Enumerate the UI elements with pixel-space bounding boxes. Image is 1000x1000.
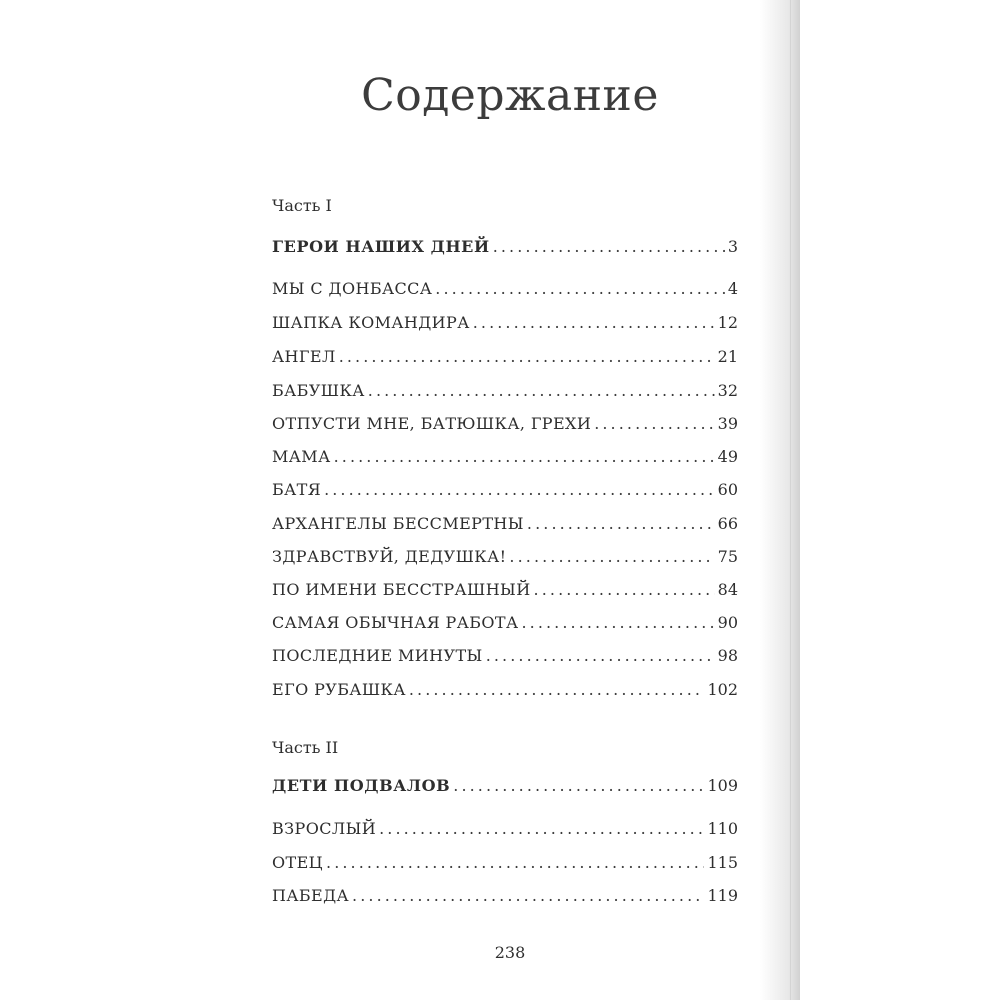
toc-entry [272,646,738,665]
toc-entry-title: ОТПУСТИ МНЕ, БАТЮШКА, ГРЕХИ [272,414,592,433]
toc-entry [272,886,738,905]
toc-entry-page: 119 [707,886,738,905]
toc-part-heading [272,776,738,795]
toc-entry-title: ВЗРОСЛЫЙ [272,819,377,838]
leader-dots [509,547,714,566]
leader-dots [324,480,715,499]
leader-dots [435,279,725,298]
toc-entry-page: 3 [727,237,738,256]
toc-entry [272,680,738,699]
toc-entry-page: 75 [717,547,738,566]
toc-entry-title: БАТЯ [272,480,322,499]
toc-entry-title: ГЕРОИ НАШИХ ДНЕЙ [272,237,490,256]
toc-entry-title: БАБУШКА [272,381,365,400]
leader-dots [486,646,715,665]
toc-entry-page: 90 [717,613,738,632]
page-number: 238 [494,943,526,962]
leader-dots [326,853,704,872]
leader-dots [521,613,714,632]
toc-entry-title: ПАБЕДА [272,886,350,905]
toc-entry-page: 60 [717,480,738,499]
toc-entry-page: 109 [707,776,738,795]
toc-entry-page: 66 [717,514,738,533]
leader-dots [473,313,715,332]
toc-entry-page: 84 [717,580,738,599]
toc-entry [272,580,738,599]
toc-entry [272,480,738,499]
toc-entry-page: 32 [717,381,738,400]
leader-dots [334,447,715,466]
leader-dots [352,886,704,905]
page-gutter-shadow [760,0,800,1000]
toc-entry-title: АНГЕЛ [272,347,336,366]
leader-dots [527,514,715,533]
toc-entry [272,313,738,332]
toc-entry-page: 21 [717,347,738,366]
leader-dots [339,347,715,366]
toc-entry-page: 12 [717,313,738,332]
page-title: Содержание [361,70,659,121]
toc-entry-page: 4 [727,279,738,298]
toc-entry-title: АРХАНГЕЛЫ БЕССМЕРТНЫ [272,514,524,533]
toc-entry [272,414,738,433]
toc-entry-title: ПОСЛЕДНИЕ МИНУТЫ [272,646,483,665]
toc-entry-title: МАМА [272,447,331,466]
toc-entry-page: 102 [707,680,738,699]
toc-entry-title: ПО ИМЕНИ БЕССТРАШНЫЙ [272,580,531,599]
part-label: Часть I [272,196,332,215]
toc-entry-page: 49 [717,447,738,466]
toc-entry-page: 39 [717,414,738,433]
toc-entry [272,279,738,298]
toc-entry-page: 110 [707,819,738,838]
adjacent-page-edge [790,0,1000,1000]
toc-entry-title: ОТЕЦ [272,853,324,872]
leader-dots [493,237,725,256]
toc-entry-title: МЫ С ДОНБАССА [272,279,433,298]
toc-entry [272,819,738,838]
toc-entry [272,447,738,466]
toc-entry-title: ЗДРАВСТВУЙ, ДЕДУШКА! [272,547,507,566]
toc-entry-title: ДЕТИ ПОДВАЛОВ [272,776,451,795]
toc-entry-title: ШАПКА КОМАНДИРА [272,313,470,332]
toc-entry [272,347,738,366]
part-label: Часть II [272,738,339,757]
toc-entry-title: САМАЯ ОБЫЧНАЯ РАБОТА [272,613,519,632]
leader-dots [534,580,715,599]
toc-entry [272,514,738,533]
toc-entry [272,547,738,566]
leader-dots [594,414,714,433]
leader-dots [409,680,705,699]
toc-entry [272,613,738,632]
toc-entry-page: 98 [717,646,738,665]
leader-dots [368,381,715,400]
leader-dots [453,776,704,795]
toc-part-heading [272,237,738,256]
toc-entry [272,853,738,872]
toc-entry-page: 115 [707,853,738,872]
toc-entry-title: ЕГО РУБАШКА [272,680,406,699]
toc-entry [272,381,738,400]
leader-dots [379,819,704,838]
